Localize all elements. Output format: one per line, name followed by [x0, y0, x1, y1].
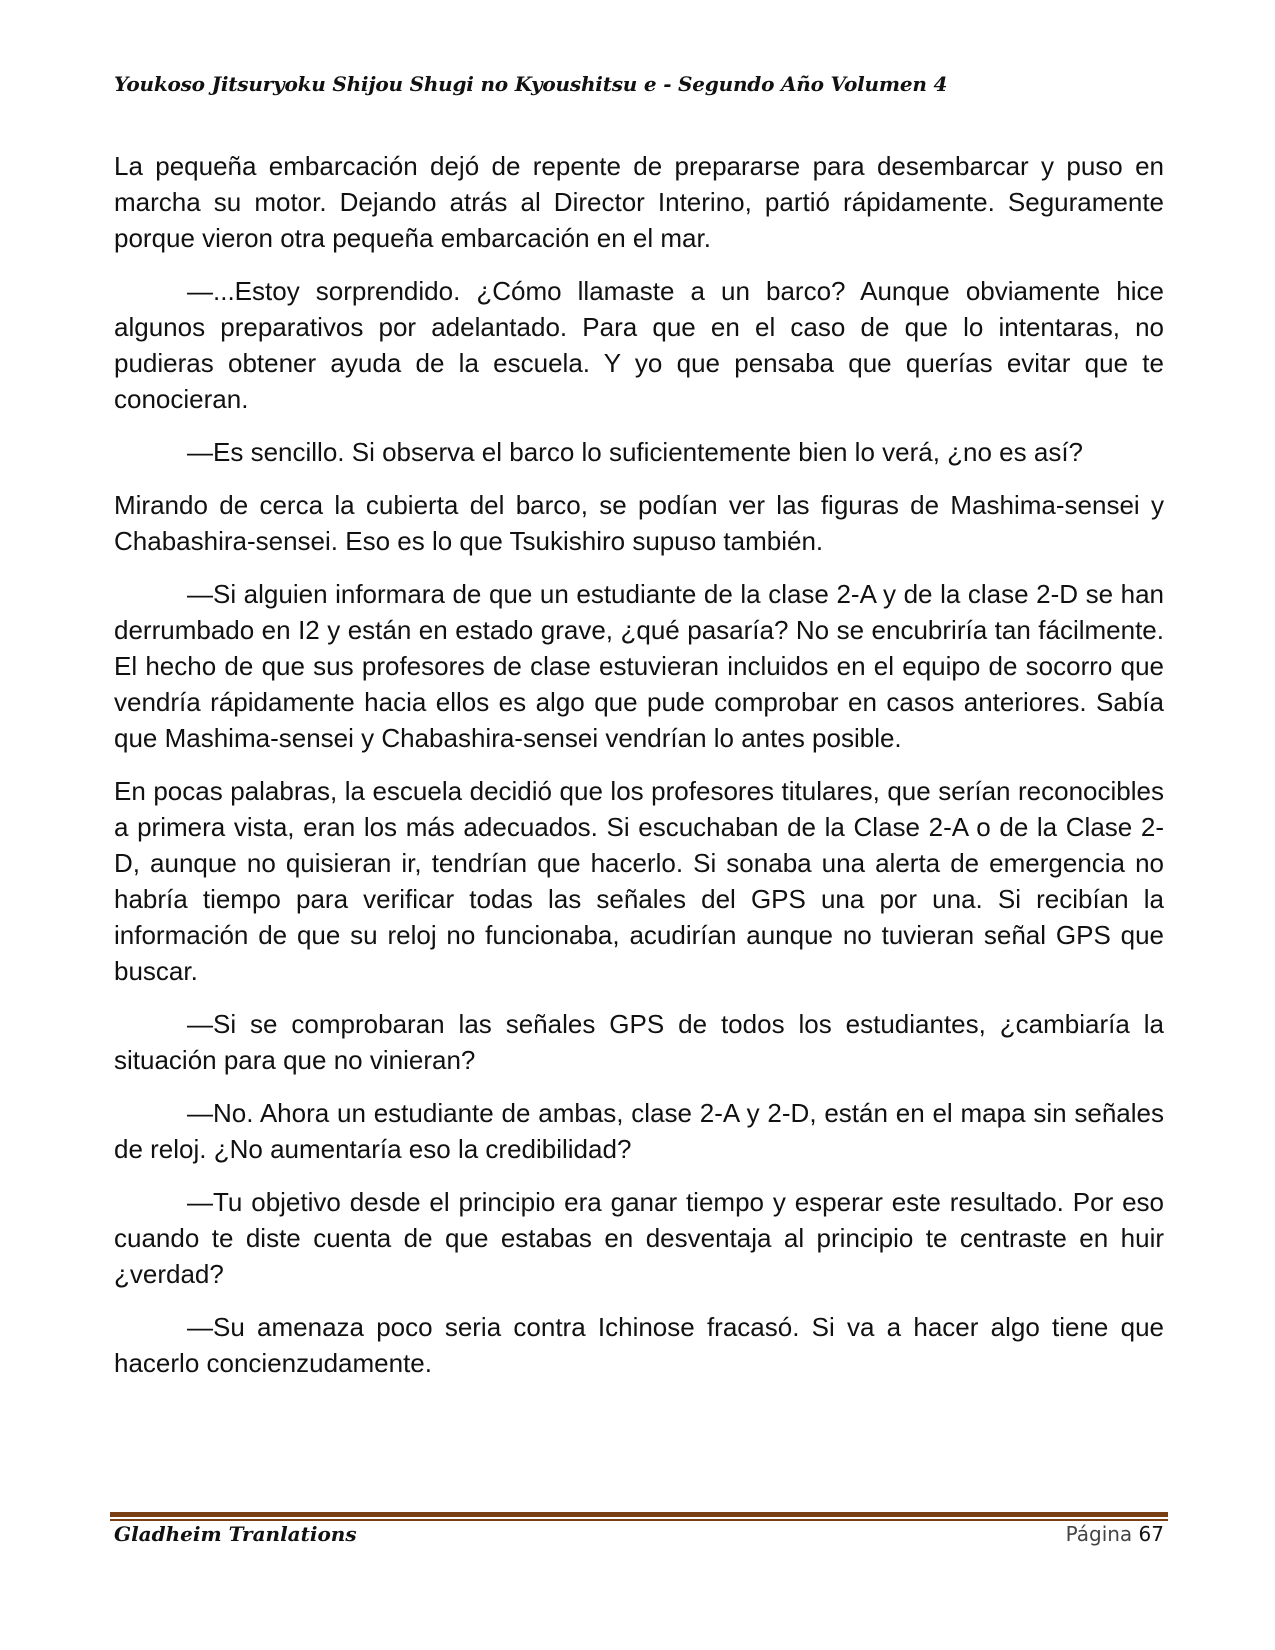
paragraph: —Tu objetivo desde el principio era ganar tiempo y esperar este resultado. Por eso cuando te diste cuenta de que estabas en desventaja al principio te centraste en huir ¿verdad? [114, 1187, 1164, 1289]
page-number: 67 [1138, 1522, 1164, 1546]
paragraph: —...Estoy sorprendido. ¿Cómo llamaste a un barco? Aunque obviamente hice algunos preparativos por adelantado. Para que en el caso de que lo intentaras, no pudieras obtener ayuda de la escuela. Y yo que pensaba que querías evitar que te conocieran. [114, 276, 1164, 414]
footer-divider [110, 1512, 1168, 1521]
body-text [114, 148, 1164, 1398]
paragraph: En pocas palabras, la escuela decidió que los profesores titulares, que serían reconocibles a primera vista, eran los más adecuados. Si escuchaban de la Clase 2-A o de la Clase 2-D, aunque no quisieran ir, tendrían que hacerlo. Si sonaba una alerta de emergencia no habría tiempo para verificar todas las señales del GPS una por una. Si recibían la información de que su reloj no funcionaba, acudirían aunque no tuvieran señal GPS que buscar. [114, 776, 1164, 986]
paragraph: —No. Ahora un estudiante de ambas, clase 2-A y 2-D, están en el mapa sin señales de reloj. ¿No aumentaría eso la credibilidad? [114, 1098, 1164, 1164]
paragraph: Mirando de cerca la cubierta del barco, se podían ver las figuras de Mashima-sensei y Chabashira-sensei. Eso es lo que Tsukishiro supuso también. [114, 490, 1164, 556]
page-number-label [1066, 1522, 1164, 1546]
paragraph: —Su amenaza poco seria contra Ichinose fracasó. Si va a hacer algo tiene que hacerlo concienzudamente. [114, 1312, 1164, 1378]
footer-credit: Gladheim Tranlations [114, 1522, 357, 1546]
paragraph: —Si alguien informara de que un estudiante de la clase 2-A y de la clase 2-D se han derrumbado en I2 y están en estado grave, ¿qué pasaría? No se encubriría tan fácilmente. El hecho de que sus profesores de clase estuvieran incluidos en el equipo de socorro que vendría rápidamente hacia ellos es algo que pude comprobar en casos anteriores. Sabía que Mashima-sensei y Chabashira-sensei vendrían lo antes posible. [114, 579, 1164, 753]
header-title: Youkoso Jitsuryoku Shijou Shugi no Kyoushitsu e - Segundo Año Volumen 4 [114, 72, 948, 96]
paragraph: La pequeña embarcación dejó de repente de prepararse para desembarcar y puso en marcha su motor. Dejando atrás al Director Interino, partió rápidamente. Seguramente porque vieron otra pequeña embarcación en el mar. [114, 151, 1164, 253]
paragraph: —Si se comprobaran las señales GPS de todos los estudiantes, ¿cambiaría la situación para que no vinieran? [114, 1009, 1164, 1075]
footer-divider-thin [110, 1519, 1168, 1521]
page-label: Página [1065, 1522, 1133, 1546]
paragraph: —Es sencillo. Si observa el barco lo suficientemente bien lo verá, ¿no es así? [187, 437, 1084, 467]
